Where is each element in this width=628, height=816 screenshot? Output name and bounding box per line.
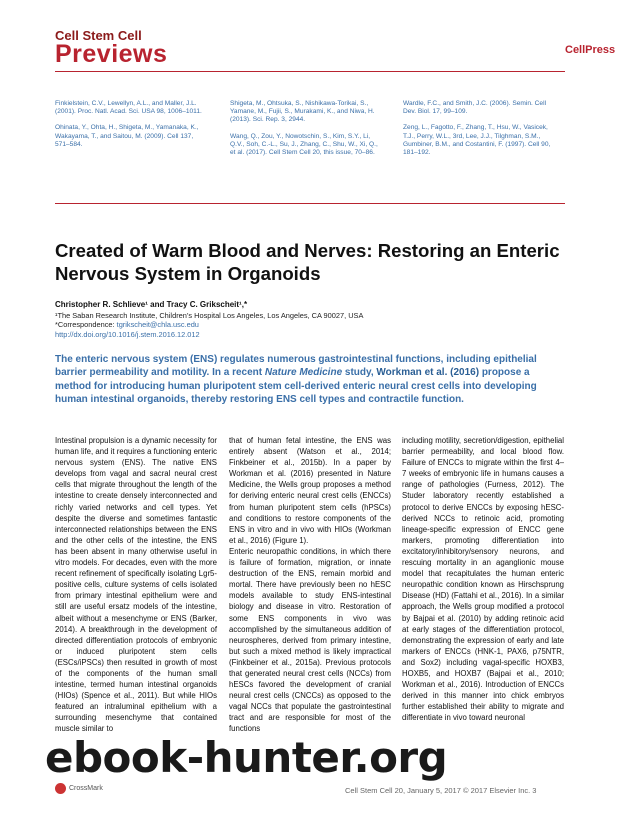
abstract-text: study, bbox=[342, 367, 377, 379]
body-text: that of human fetal intestine, the ENS was entirely absent (Watson et al., 2014; Finkbeiner et al., 2015b). In a paper by Workman et al. (2016) presented in Nature Medicine, the Wells group proposes a method for deriving enteric neural crest cells (ENCCs) from human pluripotent stem cells (hPSCs) and conditions to restore components of the ENS in vitro and in vivo with HIOs (Workman et al., 2016) (Figure 1). Enteric neuropathic conditions, in which there is failure of formation, migration, or innate destruction of the ENS, remain morbid and mortal. There have previously been no hESC models available to study ENS-intestinal biology and disease in vitro. Restoration of some ENS components in vivo was accomplished by the simultaneous addition of neurospheres, derived from primary intestine, but such a mixed method is likely impractical (Finkbeiner et al., 2015a). Previous protocols that generated neural crest cells (NCCs) from hESCs favored the development of cranial neural crest cells (CNCCs) as opposed to the vagal NCCs that populate the gastrointestinal tract and are responsible for most of the functions bbox=[229, 436, 391, 734]
reference-item[interactable]: Shigeta, M., Ohtsuka, S., Nishikawa-Torikai, S., Yamane, M., Fujii, S., Murakami, K., and Niwa, H. (2013). Sci. Rep. 3, 2944. bbox=[230, 100, 375, 124]
watermark: ebook-hunter.org bbox=[45, 733, 448, 782]
abstract bbox=[55, 353, 567, 406]
publisher-logo: CellPress bbox=[565, 44, 616, 56]
body-column-2 bbox=[229, 435, 391, 735]
journal-name: Cell Stem Cell bbox=[55, 28, 142, 43]
article-authors: Christopher R. Schlieve¹ and Tracy C. Grikscheit¹,* bbox=[55, 300, 248, 309]
references-column-3 bbox=[403, 100, 553, 165]
section-divider bbox=[55, 203, 565, 204]
doi-link[interactable]: http://dx.doi.org/10.1016/j.stem.2016.12.012 bbox=[55, 329, 200, 339]
reference-item[interactable]: Zeng, L., Fagotto, F., Zhang, T., Hsu, W., Vasicek, T.J., Perry, W.L., 3rd, Lee, J.J., Tilghman, S.M., Gumbiner, B.M., and Costantini, F. (1997). Cell 90, 181–192. bbox=[403, 124, 551, 157]
references-column-1 bbox=[55, 100, 205, 157]
crossmark-icon bbox=[55, 783, 66, 794]
crossmark-label: CrossMark bbox=[69, 785, 103, 792]
body-text: including motility, secretion/digestion, epithelial barrier permeability, and local blood flow. Failure of ENCCs to migrate within the first 4–7 weeks of embryonic life in humans causes a range of pathologies (Furness, 2012). The Studer laboratory recently established a protocol to derive ENCCs by exposing hESC-derived NCCs to retinoic acid, promoting lineage-specific expression of ENCC gene markers, promoting differentiation into excitatory/inhibitory/sensory neurons, and rescuing mortality in an aganglionic mouse model that recapitulates the human enteric neuropathic condition known as Hirschsprung Disease (HD) (Fattahi et al., 2016). In a similar approach, the Wells group modified a protocol by Bajpai et al. (2010) by adding retinoic acid at early stages of the differentiation protocol, demonstrating the expression of early and late markers of ENCCs (HNK-1, PAX6, p75NTR, and Sox2) including vagal-specific HOXB3, HOXB5, and HOXB7 (Bajpai et al., 2010; Workman et al., 2016). Introduction of ENCCs derived in this manner into chick embryos further established their ability to migrate and differentiate in vivo toward neuronal bbox=[402, 436, 564, 723]
references-column-2 bbox=[230, 100, 380, 165]
article-title: Created of Warm Blood and Nerves: Restoring an Enteric Nervous System in Organoids bbox=[55, 240, 560, 284]
body-column-1 bbox=[55, 435, 217, 735]
abstract-text: propose a method for introducing human pluripotent stem cell-derived enteric neural crest cells into developing human intestinal organoids, thereby restoring ENS cell types and contractile function. bbox=[55, 367, 537, 405]
affiliation-block bbox=[55, 311, 565, 339]
correspondence-label: *Correspondence: bbox=[55, 320, 117, 330]
affiliation: ¹The Saban Research Institute, Children’s Hospital Los Angeles, Los Angeles, CA 90027, USA bbox=[55, 311, 364, 320]
abstract-journal: Nature Medicine bbox=[264, 367, 343, 379]
reference-item[interactable]: Ohinata, Y., Ohta, H., Shigeta, M., Yamanaka, K., Wakayama, T., and Saitou, M. (2009). Cell 137, 571–584. bbox=[55, 124, 199, 148]
section-title: Previews bbox=[55, 40, 168, 68]
correspondence-email-link[interactable]: tgrikscheit@chla.usc.edu bbox=[116, 320, 199, 330]
body-text: Intestinal propulsion is a dynamic necessity for human life, and it requires a functioning enteric nervous system (ENS). The native ENS develops from vagal and sacral neural crest cells that migrate throughout the length of the intestine to create densely interconnected and richly varied networks and cell types. Yet despite the diverse and sometimes fantastic interconnected relationships between the ENS and the other cells of the intestine, the ENS has been absent in many otherwise useful in vitro models. For decades, even with the more recent refinement of specifically isolating Lgr5-positive cells, culture systems of cells isolated from primary intestinal epithelium were and still are useful ersatz models of the intestine, albeit without a mesenchyme or ENS (Barker, 2014). A breakthrough in the development of directed differentiation protocols of embryonic or induced pluripotent stem cells (ESCs/iPSCs) then resulted in growth of most of the components of the human small intestine, termed human intestinal organoids (HIOs) (Spence et al., 2011). But while HIOs featured an intraluminal epithelium with a surrounding mesenchyme that contained muscle similar to bbox=[55, 436, 217, 734]
abstract-text: The enteric nervous system (ENS) regulates numerous gastrointestinal functions, including epithelial barrier permeability and motility. In a recent bbox=[55, 354, 537, 379]
body-column-3 bbox=[402, 435, 564, 723]
crossmark-badge[interactable] bbox=[55, 783, 103, 794]
reference-item[interactable]: Wardle, F.C., and Smith, J.C. (2006). Semin. Cell Dev. Biol. 17, 99–109. bbox=[403, 100, 547, 116]
header-rule bbox=[55, 71, 565, 72]
reference-item[interactable]: Finkielstein, C.V., Lewellyn, A.L., and Maller, J.L. (2001). Proc. Natl. Acad. Sci. USA 98, 1006–1011. bbox=[55, 100, 202, 116]
abstract-citation-link[interactable]: Workman et al. (2016) bbox=[376, 367, 480, 379]
page-footer: Cell Stem Cell 20, January 5, 2017 © 2017 Elsevier Inc. 3 bbox=[345, 786, 537, 795]
reference-item[interactable]: Wang, Q., Zou, Y., Nowotschin, S., Kim, S.Y., Li, Q.V., Soh, C.-L., Su, J., Zhang, C., Shu, W., Xi, Q., et al. (2017). Cell Stem Cell 20, this issue, 70–86. bbox=[230, 132, 378, 157]
correspondence bbox=[55, 320, 565, 329]
